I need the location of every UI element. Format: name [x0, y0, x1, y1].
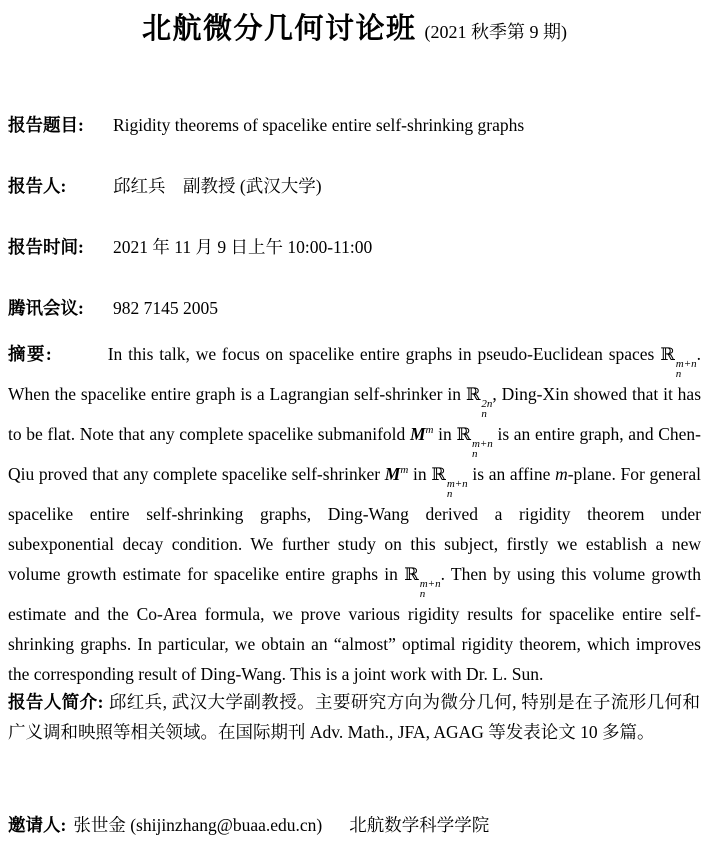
- field-label-speaker: 报告人:: [8, 176, 67, 196]
- field-value-meeting-id: 982 7145 2005: [113, 298, 218, 318]
- field-row-time: [8, 234, 701, 259]
- seminar-series-title: 北航微分几何讨论班: [141, 13, 417, 45]
- math-symbol: $M^m$: [409, 424, 434, 444]
- field-row-meeting-id: [8, 295, 701, 320]
- inviter-name-email: 张世金 (shijinzhang@buaa.edu.cn): [73, 815, 323, 835]
- math-symbol: ℝ m+n n: [456, 424, 493, 460]
- math-symbol: ℝ m+n n: [431, 464, 468, 500]
- bio-label: 报告人简介:: [8, 692, 104, 712]
- field-row-talk-title: [8, 112, 701, 137]
- inviter-line: [8, 810, 701, 840]
- field-row-speaker: [8, 173, 701, 198]
- field-value-time: 2021 年 11 月 9 日上午 10:00-11:00: [113, 237, 373, 257]
- math-symbol: ℝ m+n n: [660, 344, 697, 380]
- bio-text: 邱红兵, 武汉大学副教授。主要研究方向为微分几何, 特别是在子流形几何和广义调和映照等相关领域。在国际期刊 Adv. Math., JFA, AGAG 等发表论文 10 多篇。: [8, 692, 701, 742]
- field-value-speaker: 邱红兵 副教授 (武汉大学): [113, 176, 322, 196]
- field-value-talk-title: Rigidity theorems of spacelike entire self-shrinking graphs: [113, 115, 525, 135]
- math-symbol: ℝ m+n n: [404, 564, 441, 600]
- abstract-paragraph: [8, 339, 701, 689]
- page-title: [0, 6, 709, 47]
- seminar-issue-label: (2021 秋季第 9 期): [424, 22, 567, 42]
- math-symbol: ℝ 2n n: [465, 384, 493, 420]
- field-label-meeting-id: 腾讯会议:: [8, 298, 84, 318]
- math-symbol: m: [555, 464, 568, 484]
- math-symbol: $M^m$: [384, 464, 409, 484]
- speaker-bio-paragraph: [8, 687, 700, 747]
- info-fields: [8, 112, 701, 356]
- abstract-text: In this talk, we focus on spacelike entire graphs in pseudo-Euclidean spaces ℝ m+n n . When the spacelike entire graph is a Lagrangian self-shrinker in ℝ 2n n , Ding-Xin showed that it has to be flat. Note that any complete spacelike submanifold $M^m$ in ℝ m+n n is an entire graph, and Chen-Qiu proved that any complete spacelike self-shrinker $M^m$ in ℝ m+n n is an affine m-plane. For general spacelike entire self-shrinking graphs, Ding-Wang derived a rigidity theorem under subexponential decay condition. We further study on this subject, firstly we establish a new volume growth estimate for spacelike entire graphs in ℝ m+n n . Then by using this volume growth estimate and the Co-Area formula, we prove various rigidity results for spacelike entire self-shrinking graphs. In particular, we obtain an “almost” optimal rigidity theorem, which improves the corresponding result of Ding-Wang. This is a joint work with Dr. L. Sun.: [8, 344, 702, 684]
- field-label-talk-title: 报告题目:: [8, 115, 84, 135]
- inviter-affiliation: 北航数学科学学院: [349, 815, 490, 835]
- abstract-label: 摘要:: [8, 344, 52, 364]
- inviter-label: 邀请人:: [8, 815, 67, 835]
- field-label-time: 报告时间:: [8, 237, 84, 257]
